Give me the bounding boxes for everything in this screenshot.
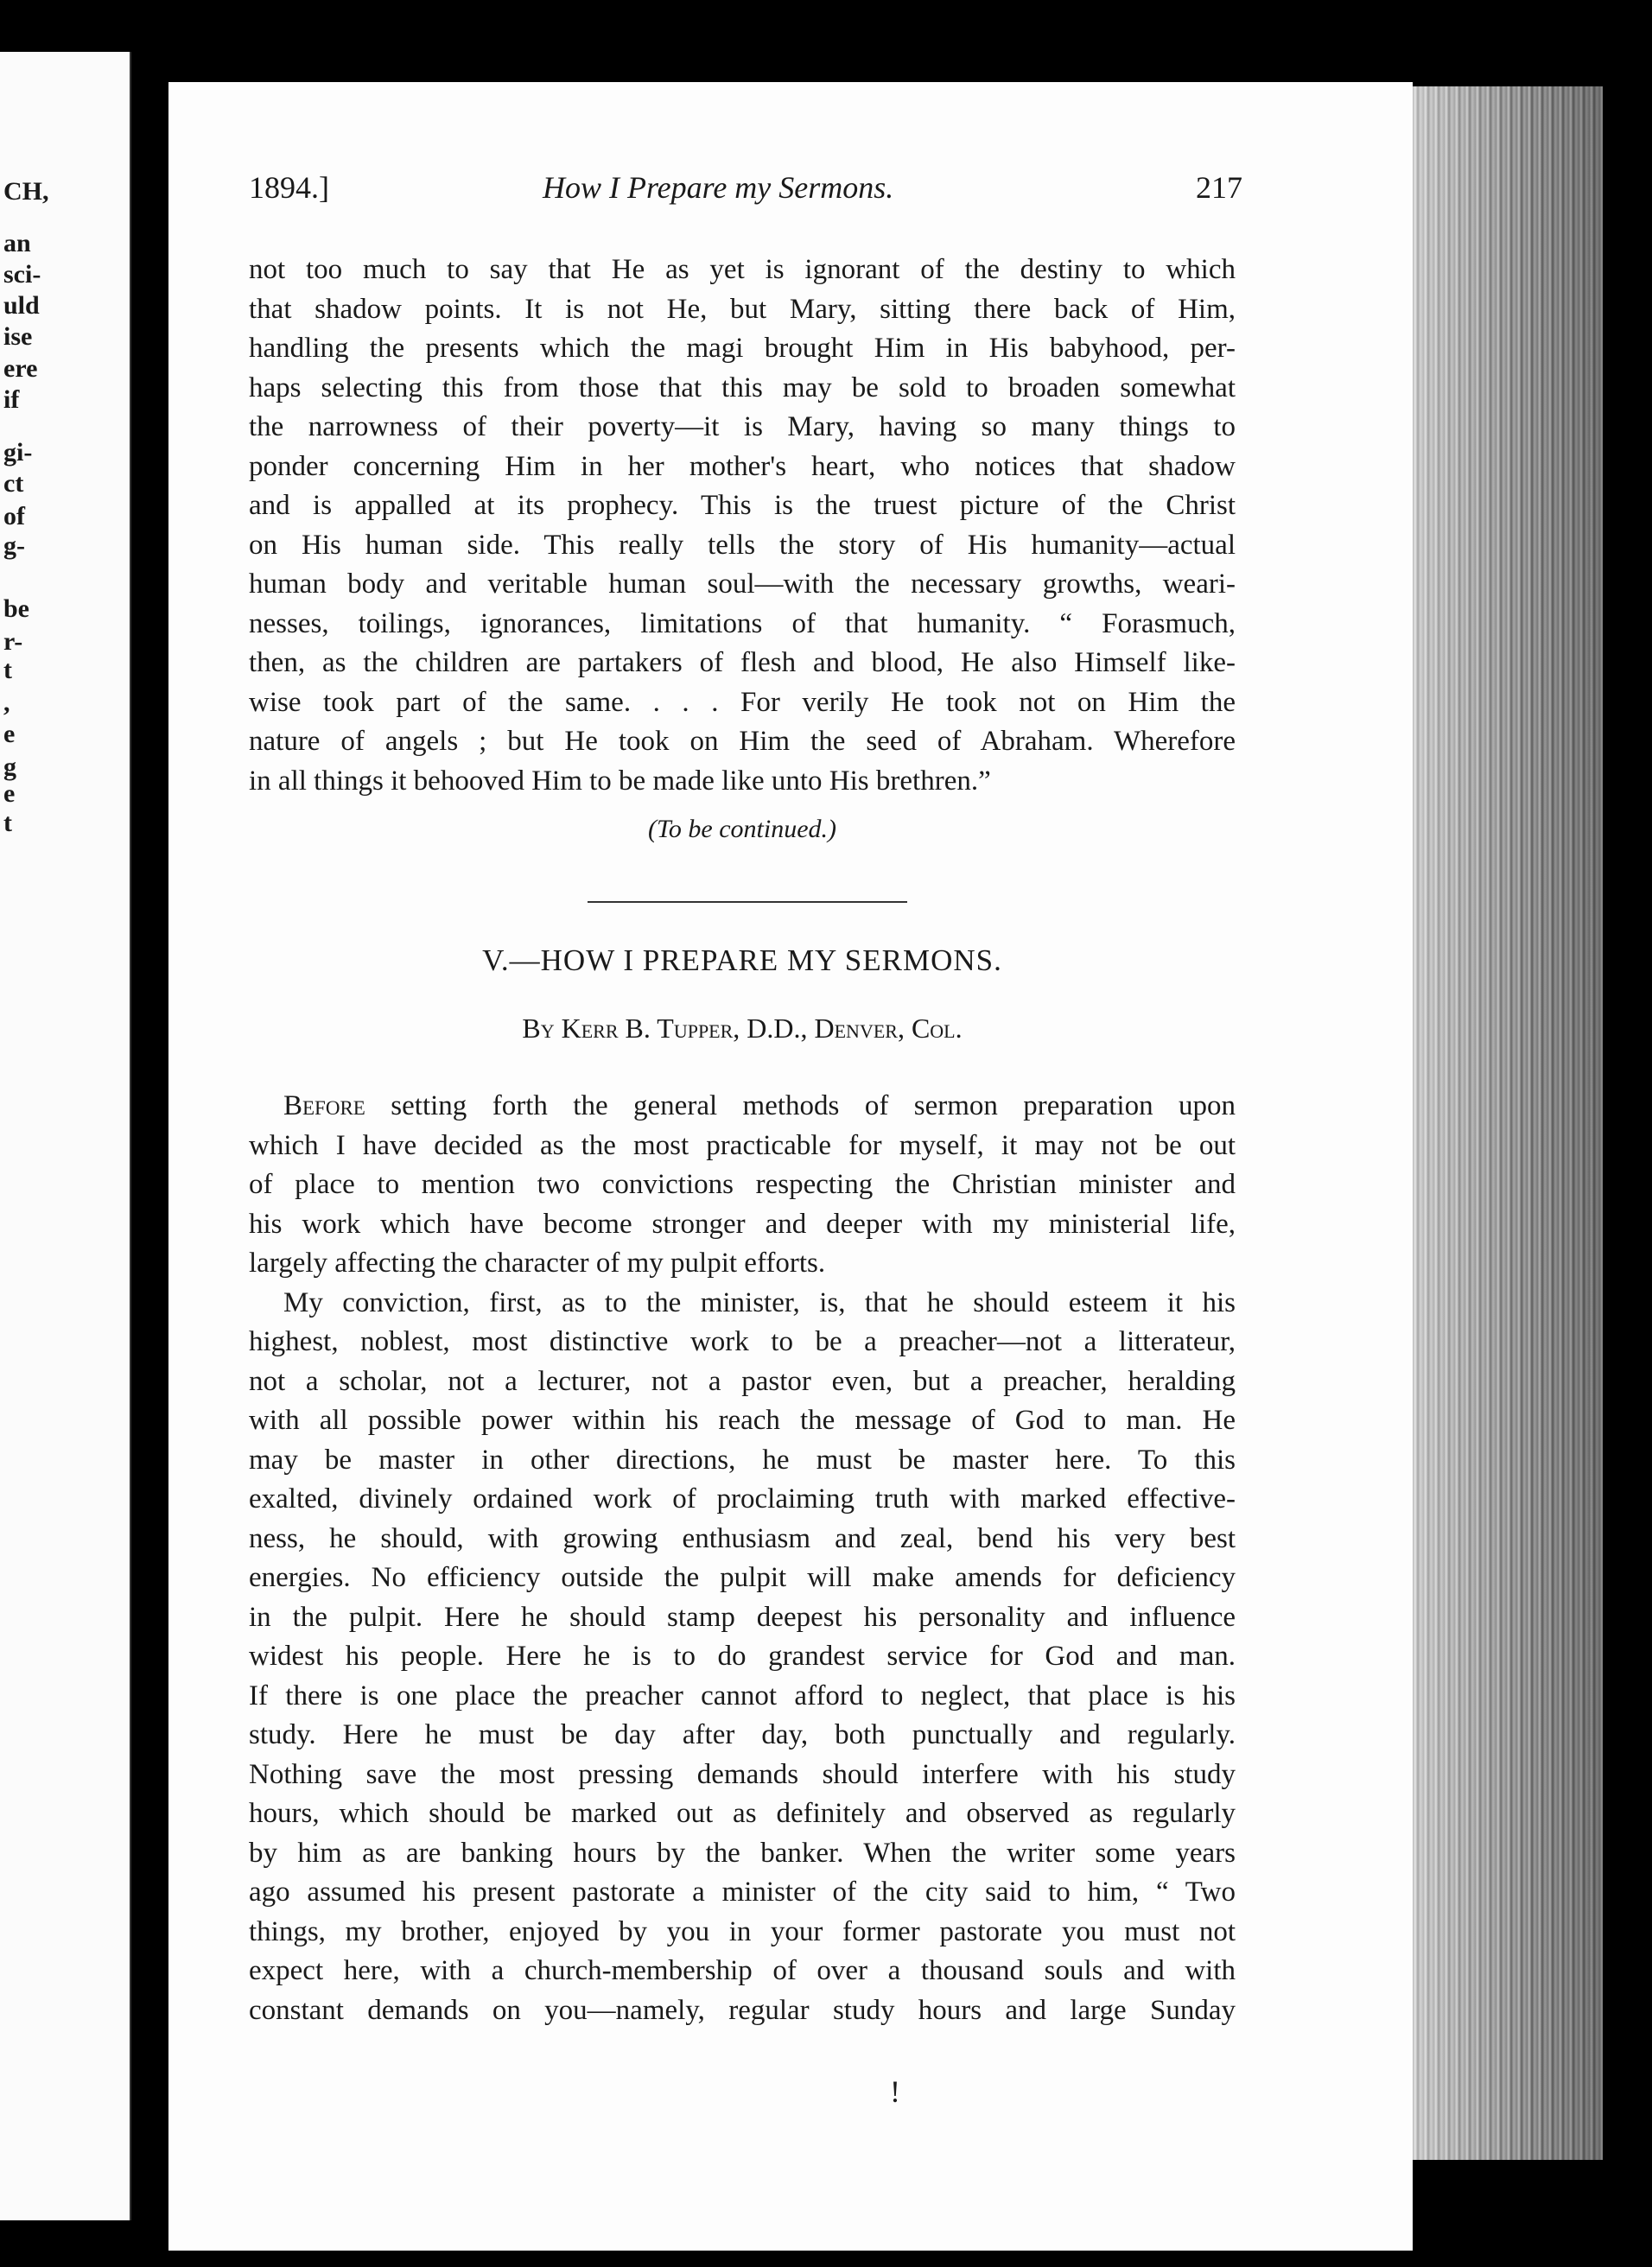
text-line: widest his people. Here he is to do grandest service for God and man.	[249, 1641, 1236, 1672]
text-line: largely affecting the character of my pulpit efforts.	[249, 1248, 826, 1279]
left-fragment: if	[3, 385, 20, 414]
left-fragment: ,	[3, 689, 10, 717]
article-byline: By Kerr B. Tupper, D.D., Denver, Col.	[522, 1013, 963, 1044]
left-fragment: g-	[3, 531, 25, 560]
left-fragment: CH,	[3, 177, 49, 206]
text-line: hours, which should be marked out as definitely and observed as regularly	[249, 1798, 1236, 1829]
text-line: not too much to say that He as yet is ignorant of the destiny to which	[249, 254, 1236, 285]
left-fragment: uld	[3, 291, 40, 320]
text-line: on His human side. This really tells the story of His humanity—actual	[249, 529, 1236, 561]
left-page-fragment	[0, 52, 131, 2220]
text-line: study. Here he must be day after day, both punctually and regularly.	[249, 1719, 1236, 1750]
running-head	[249, 169, 1242, 213]
left-fragment: r-	[3, 627, 23, 656]
text-line: ponder concerning Him in her mother's heart, who notices that shadow	[249, 450, 1236, 482]
text-line: ago assumed his present pastorate a minister of the city said to him, “ Two	[249, 1876, 1236, 1908]
text-line: his work which have become stronger and deeper with my ministerial life,	[249, 1208, 1236, 1240]
text-line: highest, noblest, most distinctive work to be a preacher—not a litterateur,	[249, 1326, 1236, 1357]
left-fragment: t	[3, 656, 12, 684]
text-line: My conviction, first, as to the minister, is, that he should esteem it his	[283, 1286, 1236, 1318]
running-head-title: How I Prepare my Sermons.	[543, 170, 894, 205]
text-line: Nothing save the most pressing demands should interfere with his study	[249, 1758, 1236, 1790]
text-line: in all things it behooved Him to be made like unto His brethren.”	[249, 765, 991, 797]
article-para1-first-line	[249, 1087, 1236, 1127]
text-line: may be master in other directions, he must be master here. To this	[249, 1444, 1236, 1476]
para1-first-line-rest: setting forth the general methods of sermon preparation upon	[365, 1090, 1236, 1121]
article-paragraph-2	[249, 1284, 1236, 2031]
continued-text-block	[249, 251, 1236, 801]
page-number: 217	[1196, 170, 1242, 205]
text-line: not a scholar, not a lecturer, not a pastor even, but a preacher, heralding	[249, 1365, 1236, 1397]
text-line: in the pulpit. Here he should stamp deepest his personality and influence	[249, 1601, 1236, 1633]
text-line: of place to mention two convictions respecting the Christian minister and	[249, 1169, 1236, 1200]
text-line: nesses, toilings, ignorances, limitations of that humanity. “ Forasmuch,	[249, 607, 1236, 639]
left-fragment: ise	[3, 322, 33, 351]
footer-mark: !	[890, 2074, 900, 2109]
text-line: the narrowness of their poverty—it is Mary, having so many things to	[249, 411, 1236, 442]
running-head-year: 1894.]	[249, 170, 329, 205]
left-fragment: be	[3, 594, 29, 623]
left-fragment: e	[3, 779, 16, 808]
text-line: nature of angels ; but He took on Him the seed of Abraham. Wherefore	[249, 726, 1236, 757]
left-fragment: of	[3, 502, 25, 530]
text-line: wise took part of the same. . . . For verily He took not on Him the	[249, 686, 1236, 718]
text-line: which I have decided as the most practicable for myself, it may not be out	[249, 1129, 1236, 1161]
article-paragraph-1	[249, 1127, 1236, 1284]
left-fragment: e	[3, 720, 16, 748]
left-fragment: g	[3, 752, 16, 781]
left-fragment: ere	[3, 354, 38, 383]
left-fragment: gi-	[3, 438, 33, 467]
text-line: with all possible power within his reach the message of God to man. He	[249, 1405, 1236, 1436]
text-line: and is appalled at its prophecy. This is the truest picture of the Christ	[249, 490, 1236, 521]
text-line: things, my brother, enjoyed by you in your former pastorate you must not	[249, 1915, 1236, 1947]
left-fragment: ct	[3, 469, 24, 498]
text-line: handling the presents which the magi brought Him in His babyhood, per-	[249, 333, 1236, 364]
para1-lead-word: Before	[283, 1090, 365, 1121]
text-line: by him as are banking hours by the banker. When the writer some years	[249, 1837, 1236, 1869]
article-body	[249, 1087, 1236, 2030]
text-line: human body and veritable human soul—with the necessary growths, weari-	[249, 568, 1236, 600]
text-line: If there is one place the preacher cannot afford to neglect, that place is his	[249, 1680, 1236, 1711]
text-line: ness, he should, with growing enthusiasm and zeal, bend his very best	[249, 1522, 1236, 1554]
text-line: expect here, with a church-membership of over a thousand souls and with	[249, 1955, 1236, 1986]
article-title: V.—HOW I PREPARE MY SERMONS.	[482, 943, 1002, 977]
left-fragment: sci-	[3, 260, 41, 289]
text-line: then, as the children are partakers of flesh and blood, He also Himself like-	[249, 647, 1236, 678]
section-divider	[588, 901, 907, 903]
text-line: that shadow points. It is not He, but Mary, sitting there back of Him,	[249, 293, 1236, 325]
to-be-continued-note: (To be continued.)	[647, 815, 837, 843]
text-line: energies. No efficiency outside the pulpit will make amends for deficiency	[249, 1562, 1236, 1593]
left-fragment: an	[3, 229, 31, 257]
left-fragment: t	[3, 809, 12, 837]
text-line: exalted, divinely ordained work of proclaiming truth with marked effective-	[249, 1483, 1236, 1515]
text-line: constant demands on you—namely, regular study hours and large Sunday	[249, 1994, 1236, 2026]
text-line: haps selecting this from those that this may be sold to broaden somewhat	[249, 371, 1236, 403]
